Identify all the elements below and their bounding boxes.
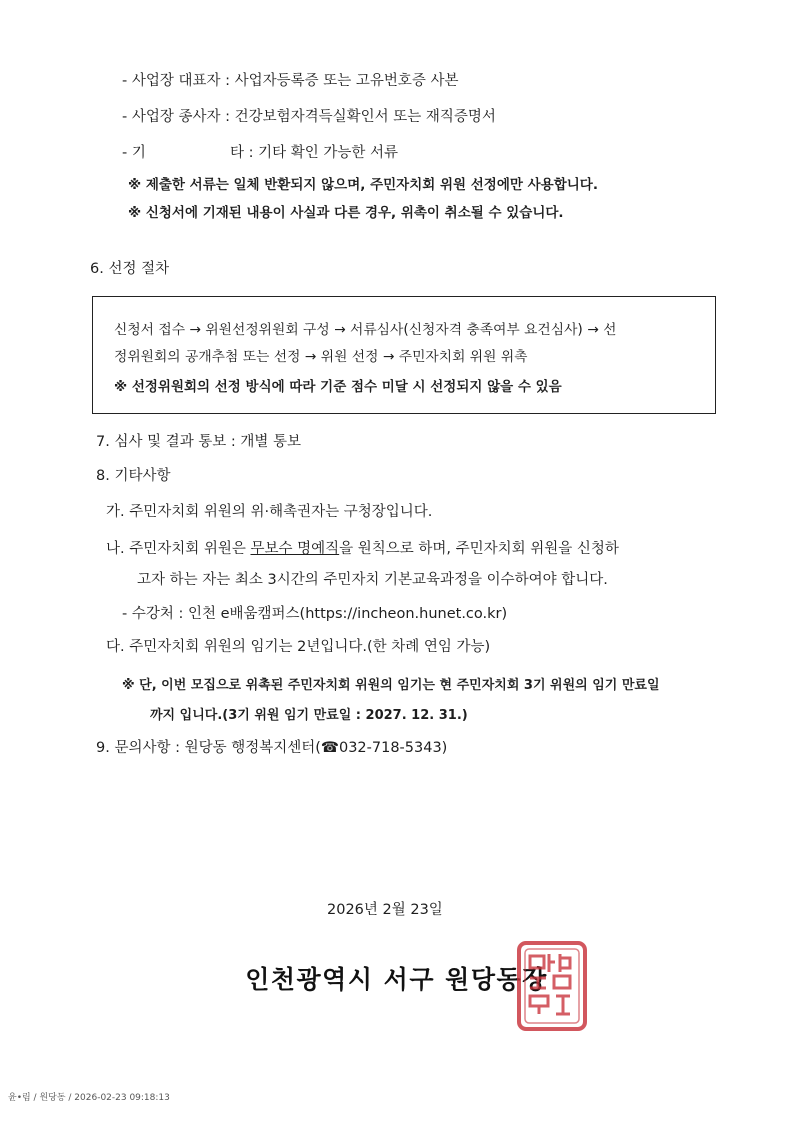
section8-na-underlined: 무보수 명예직	[250, 541, 340, 557]
section8-heading: 8. 기타사항	[96, 468, 171, 484]
section8-da: 다. 주민자치회 위원의 임기는 2년입니다.(한 차례 연임 가능)	[106, 639, 491, 655]
official-seal-stamp	[516, 940, 588, 1032]
docs-etc	[122, 143, 399, 163]
document-date: 2026년 2월 23일	[327, 902, 443, 918]
procedure-note: ※ 선정위원회의 선정 방식에 따라 기준 점수 미달 시 선정되지 않을 수 있음	[114, 379, 562, 395]
procedure-line-1: 신청서 접수 → 위원선정위원회 구성 → 서류심사(신청자격 충족여부 요건심사) → 선	[114, 322, 617, 338]
section8-na-post: 을 원칙으로 하며, 주민자치회 위원을 신청하	[339, 541, 619, 557]
section7: 7. 심사 및 결과 통보 : 개별 통보	[96, 434, 302, 450]
section8-na	[106, 539, 619, 559]
docs-rep: - 사업장 대표자 : 사업자등록증 또는 고유번호증 사본	[122, 73, 459, 89]
docs-note-2: ※ 신청서에 기재된 내용이 사실과 다른 경우, 위촉이 취소될 수 있습니다.	[128, 205, 564, 221]
section9: 9. 문의사항 : 원당동 행정복지센터(☎032-718-5343)	[96, 740, 448, 756]
section8-na-continued: 고자 하는 자는 최소 3시간의 주민자치 기본교육과정을 이수하여야 합니다.	[137, 572, 608, 588]
docs-etc-label: - 기	[122, 145, 146, 161]
section8-na-pre: 나. 주민자치회 위원은	[106, 541, 251, 557]
section8-ga: 가. 주민자치회 위원의 위·해촉권자는 구청장입니다.	[106, 504, 433, 520]
procedure-line-2: 정위원회의 공개추첨 또는 선정 → 위원 선정 → 주민자치회 위원 위촉	[114, 349, 528, 365]
print-footer: 윤•림 / 원당동 / 2026-02-23 09:18:13	[8, 1093, 170, 1103]
section8-campus: - 수강처 : 인천 e배움캠퍼스(https://incheon.hunet.co.kr)	[122, 606, 508, 622]
docs-etc-rest: 타 : 기타 확인 가능한 서류	[230, 145, 399, 161]
docs-note-1: ※ 제출한 서류는 일체 반환되지 않으며, 주민자치회 위원 선정에만 사용합니다.	[128, 177, 598, 193]
section6-heading: 6. 선정 절차	[90, 261, 170, 277]
section8-note-2: 까지 입니다.(3기 위원 임기 만료일 : 2027. 12. 31.)	[150, 708, 468, 723]
issuer-title: 인천광역시 서구 원당동장	[245, 965, 548, 994]
section8-note-1: ※ 단, 이번 모집으로 위촉된 주민자치회 위원의 임기는 현 주민자치회 3기 위원의 임기 만료일	[122, 678, 660, 693]
docs-emp: - 사업장 종사자 : 건강보험자격득실확인서 또는 재직증명서	[122, 109, 496, 125]
